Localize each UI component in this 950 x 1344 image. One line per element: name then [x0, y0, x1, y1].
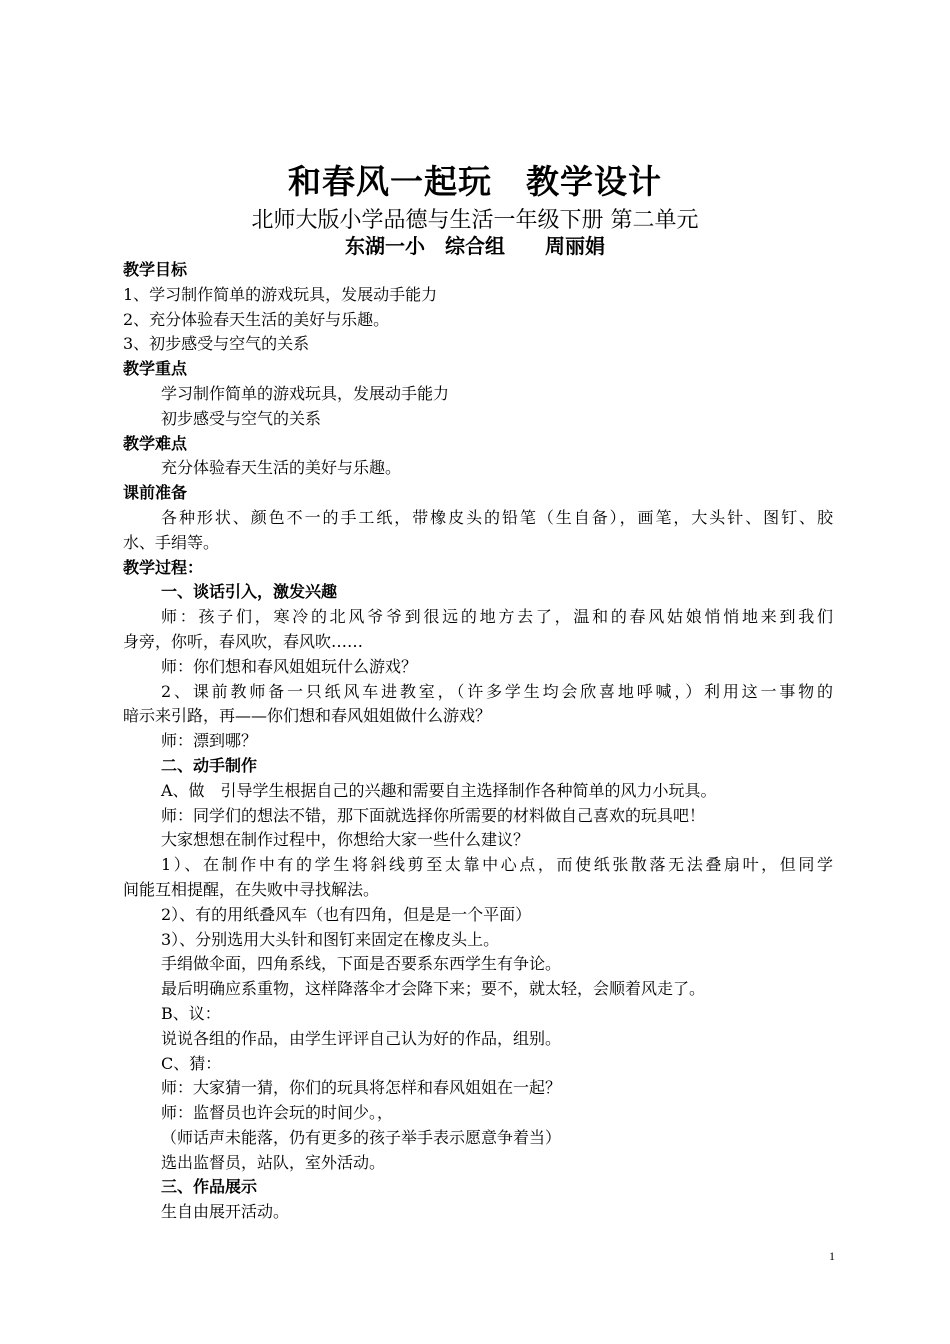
body-line: 师：你们想和春风姐姐玩什么游戏？ [161, 656, 418, 676]
body-line: 教学目标 [123, 260, 188, 279]
body-line: C、猜： [161, 1053, 222, 1073]
body-line: 选出监督员，站队，室外活动。 [161, 1152, 386, 1172]
body-line: 3）、分别选用大头针和图钉来固定在橡皮头上。 [161, 929, 500, 949]
body-line: 各种形状、颜色不一的手工纸，带橡皮头的铅笔（生自备），画笔，大头针、图钉、胶 [161, 507, 833, 527]
body-line: 教学难点 [123, 433, 188, 453]
body-line: 最后明确应系重物，这样降落伞才会降下来；要不，就太轻，会顺着风走了。 [161, 979, 706, 999]
page-number: 1 [829, 1249, 835, 1263]
body-line: 二、动手制作 [161, 755, 258, 775]
body-line: 2、充分体验春天生活的美好与乐趣。 [123, 309, 390, 329]
body-line: 水、手绢等。 [123, 532, 220, 552]
body-line: 师：大家猜一猜，你们的玩具将怎样和春风姐姐在一起？ [161, 1078, 562, 1098]
body-line: 课前准备 [123, 483, 188, 503]
body-line: 手绢做伞面，四角系线，下面是否要系东西学生有争论。 [161, 954, 562, 974]
body-line: 大家想想在制作过程中，你想给大家一些什么建议？ [161, 830, 530, 850]
body-line: 充分体验春天生活的美好与乐趣。 [161, 458, 402, 478]
body-line: 3、初步感受与空气的关系 [123, 334, 310, 354]
body-line: 师：孩子们，寒冷的北风爷爷到很远的地方去了，温和的春风姑娘悄悄地来到我们 [161, 607, 833, 627]
body-line: 师：监督员也许会玩的时间少。， [161, 1103, 394, 1123]
body-line: 1、学习制作简单的游戏玩具，发展动手能力 [123, 284, 438, 304]
body-line: 1）、在制作中有的学生将斜线剪至太靠中心点，而使纸张散落无法叠扇叶，但同学 [161, 855, 833, 875]
body-line: 身旁，你听，春风吹，春风吹…… [123, 631, 364, 651]
body-line: 学习制作简单的游戏玩具，发展动手能力 [161, 383, 450, 403]
author-line: 东湖一小 综合组 周丽娟 [345, 234, 605, 258]
body-line: 三、作品展示 [161, 1177, 258, 1197]
body-line: 2、课前教师备一只纸风车进教室，（许多学生均会欣喜地呼喊，）利用这一事物的 [161, 681, 833, 701]
body-line: 生自由展开活动。 [161, 1202, 290, 1222]
document-title: 和春风一起玩 教学设计 [288, 162, 662, 201]
body-line: 一、谈话引入，激发兴趣 [161, 582, 338, 602]
body-line: 师：同学们的想法不错，那下面就选择你所需要的材料做自己喜欢的玩具吧！ [161, 805, 706, 825]
body-line: 初步感受与空气的关系 [161, 408, 322, 428]
body-line: 2）、有的用纸叠风车（也有四角，但是是一个平面） [161, 904, 532, 924]
document-subtitle: 北师大版小学品德与生活一年级下册 第二单元 [251, 208, 699, 233]
document-body [123, 258, 833, 1225]
body-line: A、做 引导学生根据自己的兴趣和需要自主选择制作各种简单的风力小玩具。 [161, 780, 717, 800]
body-line: 师：漂到哪？ [161, 731, 258, 751]
body-line: 暗示来引路，再——你们想和春风姐姐做什么游戏？ [123, 706, 492, 726]
body-line: B、议： [161, 1003, 221, 1023]
body-line: （师话声未能落，仍有更多的孩子举手表示愿意争着当） [161, 1127, 562, 1147]
body-line: 教学重点 [123, 359, 188, 379]
body-line: 间能互相提醒，在失败中寻找解法。 [123, 879, 380, 899]
body-line: 说说各组的作品，由学生评评自己认为好的作品，组别。 [161, 1028, 562, 1048]
body-line: 教学过程： [123, 557, 204, 577]
